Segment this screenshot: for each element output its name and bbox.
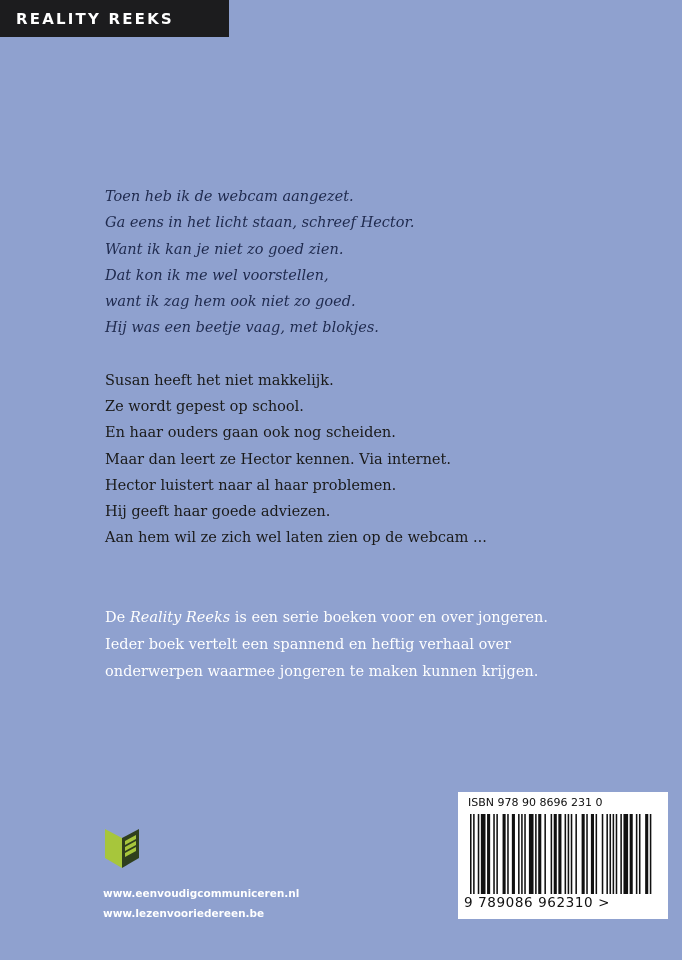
publisher-url-link[interactable]: www.eenvoudigcommuniceren.nl xyxy=(103,888,300,900)
barcode-bar xyxy=(558,814,561,894)
barcode-bar xyxy=(645,814,648,894)
blurb-line: Maar dan leert ze Hector kennen. Via internet. xyxy=(105,451,451,468)
series-label: REALITY REEKS xyxy=(16,9,174,28)
isbn-barcode xyxy=(458,792,668,919)
publisher-urls xyxy=(103,884,299,924)
quote-line: Hij was een beetje vaag, met blokjes. xyxy=(105,320,379,337)
barcode-bar xyxy=(630,814,633,894)
barcode-bar xyxy=(568,814,570,894)
quote-line: Want ik kan je niet zo goed zien. xyxy=(105,241,344,258)
quote-line: Dat kon ik me wel voorstellen, xyxy=(105,267,329,284)
barcode-bar xyxy=(639,814,641,894)
barcode-bar xyxy=(551,814,553,894)
barcode-bar xyxy=(512,814,515,894)
barcode-bar xyxy=(529,814,534,894)
barcode-bar xyxy=(596,814,598,894)
barcode-bar xyxy=(478,814,480,894)
barcode-bar xyxy=(636,814,638,894)
barcode-bar xyxy=(610,814,612,894)
quote-line: Ga eens in het licht staan, schreef Hector. xyxy=(105,215,415,232)
series-info-suffix: is een serie boeken voor en over jongeren. xyxy=(230,610,548,626)
barcode-bar xyxy=(586,814,588,894)
barcode-bar xyxy=(620,814,622,894)
barcode-bar xyxy=(623,814,628,894)
blurb-line: Susan heeft het niet makkelijk. xyxy=(105,373,334,389)
blurb-line: Ze wordt gepest op school. xyxy=(105,399,304,416)
barcode-bar xyxy=(571,814,573,894)
barcode-bar xyxy=(503,814,506,894)
barcode-bar xyxy=(582,814,585,894)
barcode-bar xyxy=(518,814,520,894)
barcode-bar xyxy=(538,814,541,894)
barcode-bar xyxy=(521,814,523,894)
blurb-line: Aan hem wil ze zich wel laten zien op de webcam ... xyxy=(105,530,487,547)
series-info-line: Ieder boek vertelt een spannend en heftig verhaal over xyxy=(105,637,512,653)
barcode-bar xyxy=(575,814,577,894)
barcode-bar xyxy=(493,814,495,894)
quote-line: want ik zag hem ook niet zo goed. xyxy=(105,294,356,311)
barcode-bar xyxy=(544,814,546,894)
barcode-bar xyxy=(507,814,509,894)
barcode-bar xyxy=(650,814,652,894)
publisher-url-link[interactable]: www.lezenvooriedereen.be xyxy=(103,908,265,920)
blurb-block xyxy=(105,368,487,551)
barcode-bar xyxy=(473,814,475,894)
blurb-line: En haar ouders gaan ook nog scheiden. xyxy=(105,425,396,442)
barcode-bar xyxy=(602,814,604,894)
series-info-prefix: De xyxy=(105,610,130,626)
barcode-bar xyxy=(487,814,490,894)
barcode-digits: 9 789086 962310 > xyxy=(464,895,611,911)
blurb-line: Hector luistert naar al haar problemen. xyxy=(105,477,397,494)
isbn-label: ISBN 978 90 8696 231 0 xyxy=(468,796,603,809)
series-info-block xyxy=(105,605,548,686)
barcode-bar xyxy=(535,814,537,894)
quote-block xyxy=(105,184,414,342)
barcode-bar xyxy=(481,814,486,894)
barcode-bar xyxy=(613,814,615,894)
barcode-bar xyxy=(470,814,472,894)
barcode-bar xyxy=(606,814,608,894)
barcode-bar xyxy=(554,814,557,894)
series-banner xyxy=(0,0,229,37)
blurb-line: Hij geeft haar goede adviezen. xyxy=(105,503,331,520)
barcode-bar xyxy=(524,814,526,894)
barcode-bar xyxy=(496,814,498,894)
barcode-bar xyxy=(565,814,567,894)
quote-line: Toen heb ik de webcam aangezet. xyxy=(105,189,354,205)
series-name: Reality Reeks xyxy=(129,610,231,626)
barcode-bar xyxy=(616,814,618,894)
series-info-line xyxy=(105,605,548,632)
open-book-logo-icon xyxy=(103,827,141,871)
series-info-line: onderwerpen waarmee jongeren te maken kunnen krijgen. xyxy=(105,664,539,680)
barcode-bar xyxy=(591,814,594,894)
barcode-bars xyxy=(466,814,660,894)
